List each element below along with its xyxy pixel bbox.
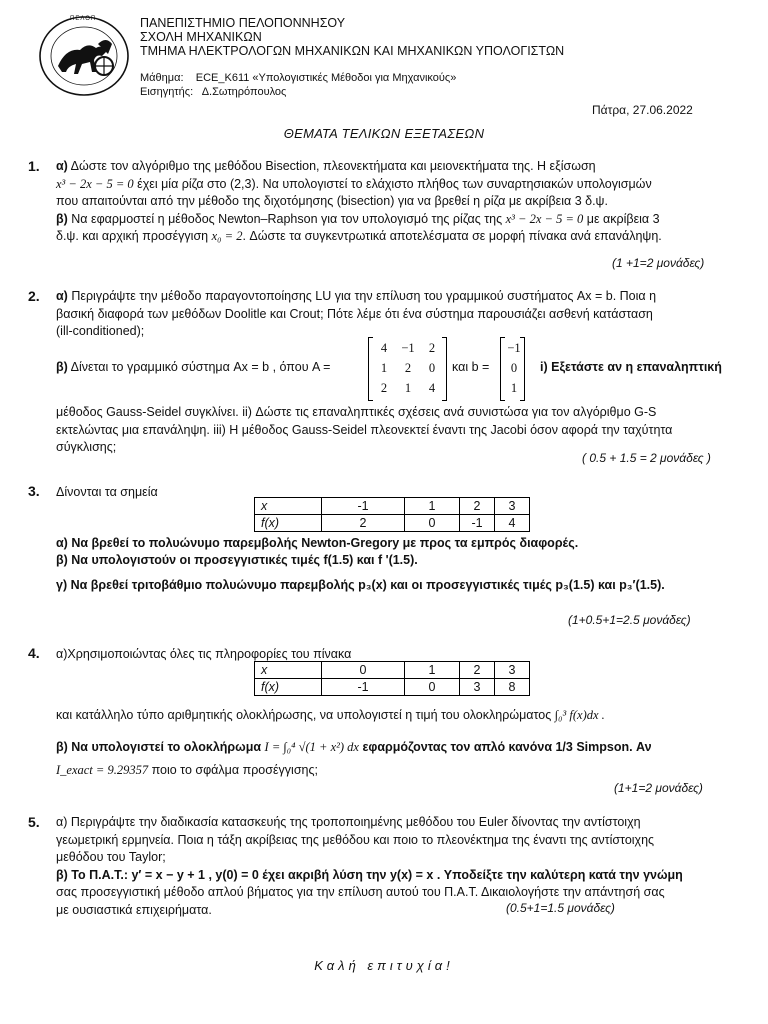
table-cell: x (255, 498, 322, 515)
table-cell: x (255, 662, 322, 679)
q2-c-line3: σύγκλισης; (56, 440, 117, 454)
matrix-a-cell: 1 (404, 381, 412, 395)
matrix-a-cell: 0 (428, 361, 436, 375)
matrix-a-cell: 2 (428, 341, 436, 355)
q1-b-line1-end: με ακρίβεια 3 (586, 211, 660, 226)
table-row (255, 679, 530, 696)
q2-b-label: β) (56, 360, 68, 374)
vector-b-right-bracket (520, 337, 525, 401)
q1-marks: (1 +1=2 μονάδες) (612, 256, 705, 270)
matrix-a-cell: 2 (380, 381, 388, 395)
school-name: ΣΧΟΛΗ ΜΗΧΑΝΙΚΩΝ (140, 30, 262, 44)
instructor-label: Εισηγητής: (140, 86, 194, 98)
university-seal-logo (36, 14, 132, 98)
question-4-number: 4. (28, 645, 40, 661)
question-5-number: 5. (28, 814, 40, 830)
matrix-a-cell: 4 (428, 381, 436, 395)
q1-a-label: α) (56, 159, 68, 173)
q1-b-label: β) (56, 211, 68, 226)
q1-a-line3: που απαιτούνται από την μέθοδο της διχοτόμησης (bisection) για να βρεθεί η ρίζα με ακρίβεια 3 δ.ψ. (56, 194, 608, 208)
question-1-number: 1. (28, 158, 40, 174)
matrix-a-cell: 2 (404, 361, 412, 375)
table-cell: 1 (405, 498, 460, 515)
q2-part-i: i) Εξετάστε αν η επαναληπτική (540, 360, 722, 374)
q2-c-line1: μέθοδος Gauss-Seidel συγκλίνει. ii) Δώστε τις επαναληπτικές σχέσεις ανά συνιστώσα για τον αλγόριθμο G-S (56, 405, 657, 419)
q4-integral-2: I = ∫₀⁴ √(1 + x²) dx (264, 740, 359, 754)
q1-equation: x³ − 2x − 5 = 0 (56, 176, 134, 191)
table-cell: 1 (405, 662, 460, 679)
table-cell: 4 (495, 515, 530, 532)
q4-a-line2 (56, 708, 605, 723)
q1-initial-guess: x₀ = 2 (211, 229, 243, 243)
q5-b-line3: με ουσιαστικά επιχειρήματα. (56, 902, 212, 917)
q4-a-text: και κατάλληλο τύπο αριθμητικής ολοκλήρωσης, να υπολογιστεί η τιμή του ολοκληρώματος (56, 708, 552, 722)
table-row (255, 498, 530, 515)
q2-a-label: α) (56, 289, 68, 303)
table-cell: 0 (405, 515, 460, 532)
matrix-a-cell: 4 (380, 341, 388, 355)
q1-b-equation: x³ − 2x − 5 = 0 (505, 211, 584, 226)
table-cell: f(x) (255, 679, 322, 696)
q3-marks: (1+0.5+1=2.5 μονάδες) (568, 613, 691, 627)
question-2-number: 2. (28, 288, 40, 304)
table-cell: 2 (322, 515, 405, 532)
table-row (255, 515, 530, 532)
closing-wish: Καλή επιτυχία! (314, 958, 454, 973)
q3-a: α) Να βρεθεί το πολυώνυμο παρεμβολής Newton-Gregory με προς τα εμπρός διαφορές. (56, 536, 579, 550)
question-3-number: 3. (28, 483, 40, 499)
q1-a-line1: Δώστε τον αλγόριθμο της μεθόδου Bisection, πλεονεκτήματα και μειονεκτήματα της. Η εξίσωση (70, 159, 596, 173)
matrix-a-cell: −1 (401, 341, 415, 355)
q2-and-b-label: και b = (452, 360, 490, 374)
q5-a-line3: μεθόδου του Taylor; (56, 850, 166, 864)
table-cell: 0 (405, 679, 460, 696)
q4-a-intro: α)Χρησιμοποιώντας όλες τις πληροφορίες του πίνακα (56, 647, 352, 661)
q2-b-system: Δίνεται το γραμμικό σύστημα Ax = b , όπου A = (70, 360, 331, 374)
matrix-a-cell: 1 (380, 361, 388, 375)
instructor-name: Δ.Σωτηρόπουλος (201, 86, 287, 98)
q4-exact-value: I_exact = 9.29357 (56, 763, 149, 777)
question-2-continued (56, 404, 732, 457)
q4-b-text-end: εφαρμόζοντας τον απλό κανόνα 1/3 Simpson. Αν (362, 740, 652, 754)
table-cell: 3 (495, 498, 530, 515)
q1-b-line2-end: . Δώστε τα συγκεντρωτικά αποτελέσματα σε μορφή πίνακα ανά επανάληψη. (242, 229, 662, 243)
q4-b-line1 (56, 740, 732, 755)
matrix-a-right-bracket (442, 337, 447, 401)
q4-marks: (1+1=2 μονάδες) (614, 781, 703, 795)
q5-a-line2: γεωμετρική ερμηνεία. Ποια η τάξη ακρίβειας της μεθόδου και ποιο το πλεονέκτημα της έναντι της αντίστοιχης (56, 832, 655, 847)
matrix-a (372, 338, 444, 398)
q4-b-line2 (56, 763, 318, 778)
q1-b-line1: Να εφαρμοστεί η μέθοδος Newton–Raphson για τον υπολογισμό της ρίζας της (71, 211, 503, 226)
q1-b-line2: δ.ψ. και αρχική προσέγγιση (56, 229, 209, 243)
q5-marks: (0.5+1=1.5 μονάδες) (506, 901, 615, 915)
table-cell: 3 (495, 662, 530, 679)
instructor-line (140, 86, 286, 99)
q3-b: β) Να υπολογιστούν οι προσεγγιστικές τιμές f(1.5) και f '(1.5). (56, 553, 418, 567)
university-name: ΠΑΝΕΠΙΣΤΗΜΙΟ ΠΕΛΟΠΟΝΝΗΣΟΥ (140, 16, 346, 30)
q4-data-table (254, 661, 530, 696)
table-cell: 2 (460, 662, 495, 679)
q3-intro: Δίνονται τα σημεία (56, 485, 158, 499)
department-name: ΤΜΗΜΑ ΗΛΕΚΤΡΟΛΟΓΩΝ ΜΗΧΑΝΙΚΩΝ ΚΑΙ ΜΗΧΑΝΙΚΩΝ ΥΠΟΛΟΓΙΣΤΩΝ (140, 44, 565, 58)
exam-date: Πάτρα, 27.06.2022 (592, 103, 693, 117)
vector-b-cell: 0 (510, 361, 518, 375)
table-cell: f(x) (255, 515, 322, 532)
q2-a-line3: (ill-conditioned); (56, 324, 145, 338)
q5-a-line1: α) Περιγράψτε την διαδικασία κατασκευής της τροποποιημένης μεθόδου του Euler δίνοντας την αντίστοιχη (56, 815, 641, 829)
q4-b-question: ποιο το σφάλμα προσέγγισης; (151, 763, 318, 777)
table-cell: 0 (322, 662, 405, 679)
q5-b-line2: σας προσεγγιστική μέθοδο απλού βήματος για την επίλυση αυτού του Π.Α.Τ. Δικαιολογήστε την απάντησή σας (56, 885, 665, 899)
question-5-text (56, 814, 732, 919)
q3-data-table (254, 497, 530, 532)
table-row (255, 662, 530, 679)
table-cell: -1 (322, 679, 405, 696)
q4-b-text: β) Να υπολογιστεί το ολοκλήρωμα (56, 740, 262, 754)
table-cell: 8 (495, 679, 530, 696)
q2-b-text (56, 360, 330, 374)
q3-c: γ) Να βρεθεί τριτοβάθμιο πολυώνυμο παρεμβολής p₃(x) και οι προσεγγιστικές τιμές p₃(1.5) και p₃′(1.5). (56, 578, 665, 592)
question-1-text (56, 158, 732, 246)
q2-c-line2: εκτελώντας μια επανάληψη. iii) Η μέθοδος Gauss-Seidel πλεονεκτεί έναντι της Jacobi όσον αφορά την ταχύτητα (56, 422, 673, 437)
table-cell: 2 (460, 498, 495, 515)
course-name: ECE_K611 «Υπολογιστικές Μέθοδοι για Μηχανικούς» (195, 72, 457, 84)
q2-a-line1: Περιγράψτε την μέθοδο παραγοντοποίησης LU για την επίλυση του γραμμικού συστήματος Ax = b. Ποια η (71, 289, 657, 303)
table-cell: 3 (460, 679, 495, 696)
table-cell: -1 (322, 498, 405, 515)
q1-a-line2: έχει μία ρίζα στο (2,3). Να υπολογιστεί το ελάχιστο πλήθος των συναρτησιακών υπολογισμών (137, 176, 652, 191)
q2-marks: ( 0.5 + 1.5 = 2 μονάδες ) (582, 451, 711, 465)
table-cell: -1 (460, 515, 495, 532)
course-line (140, 72, 456, 85)
q2-a-line2: βασική διαφορά των μεθόδων Doolitle και Crout; Πότε λέμε ότι ένα σύστημα παρουσιάζει ασθενή κατάσταση (56, 306, 653, 321)
course-label: Μάθημα: (140, 72, 184, 84)
q4-integral-1: ∫₀³ f(x)dx . (554, 708, 605, 722)
vector-b-cell: −1 (507, 341, 521, 355)
question-2-text (56, 288, 732, 341)
q5-b-line1: β) Το Π.Α.Τ.: y′ = x − y + 1 , y(0) = 0 έχει ακριβή λύση την y(x) = x . Υποδείξτε την καλύτερη κατά την γνώμη (56, 867, 683, 882)
seal-text: ΠΕΛΟΠ (70, 16, 97, 22)
vector-b-cell: 1 (510, 381, 518, 395)
page-title: ΘΕΜΑΤΑ ΤΕΛΙΚΩΝ ΕΞΕΤΑΣΕΩΝ (283, 126, 485, 141)
